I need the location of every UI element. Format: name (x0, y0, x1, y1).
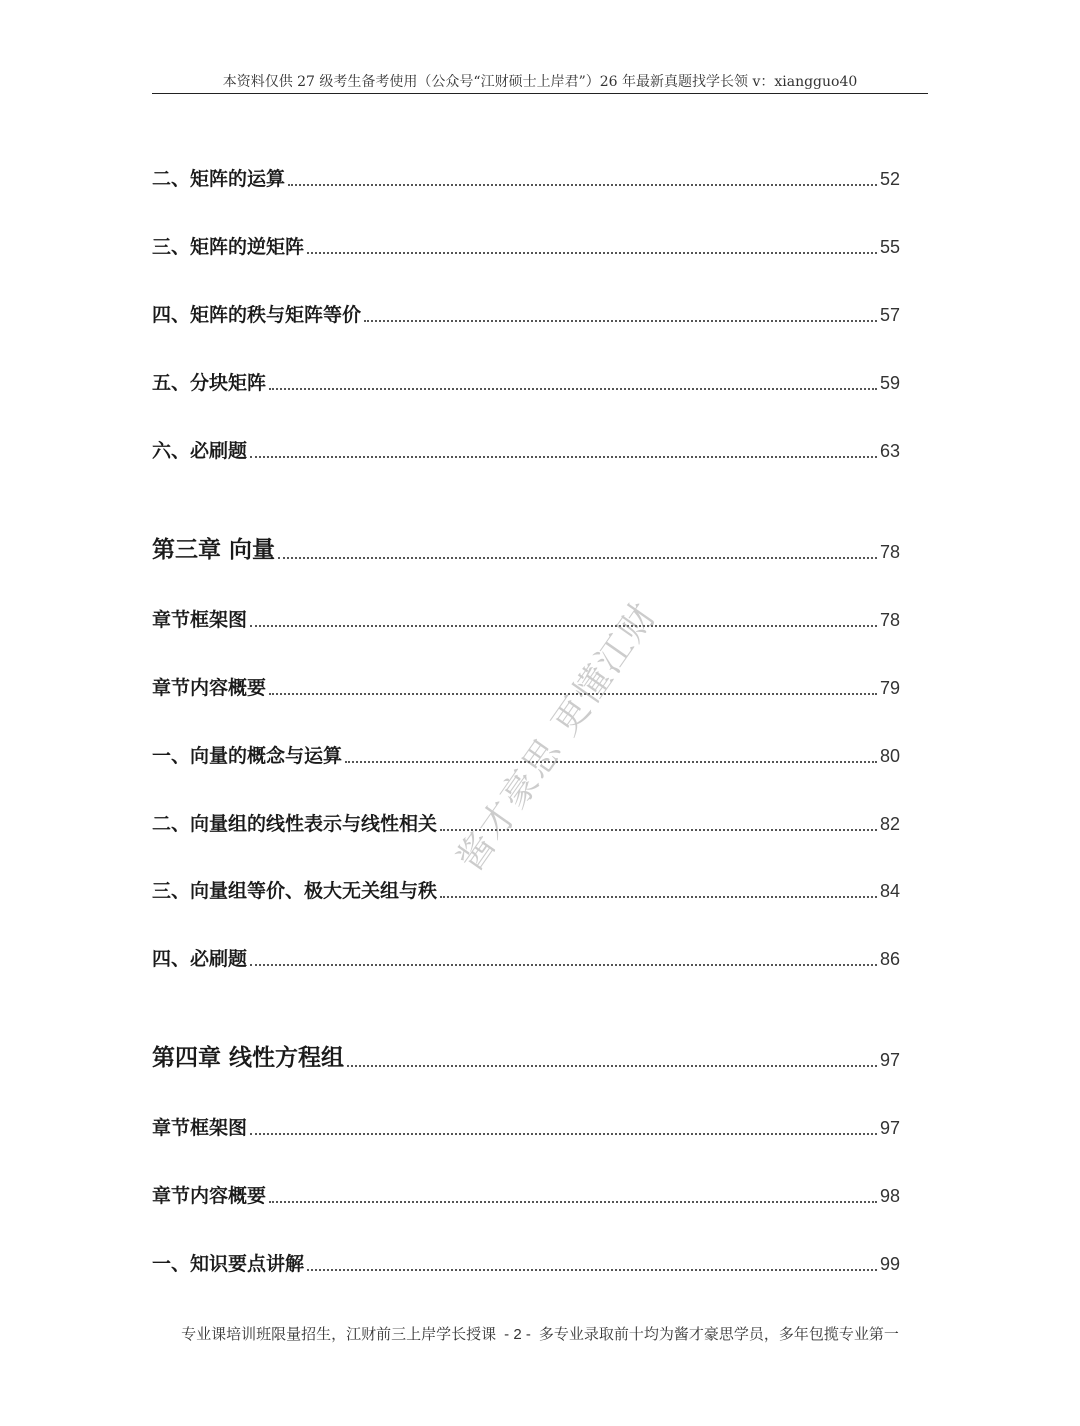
toc-entry[interactable] (152, 807, 900, 837)
toc-leader-dots (347, 1065, 877, 1067)
toc-leader-dots (250, 625, 877, 627)
toc-entry-page: 98 (879, 1186, 900, 1206)
toc-entry-page: 80 (879, 746, 900, 766)
toc-leader-dots (269, 1201, 877, 1203)
toc-chapter-entry[interactable] (152, 1043, 900, 1073)
toc-entry-page: 97 (879, 1050, 900, 1070)
toc-entry[interactable] (152, 1111, 900, 1141)
toc-entry[interactable] (152, 671, 900, 701)
toc-leader-dots (364, 320, 877, 322)
toc-leader-dots (440, 829, 877, 831)
toc-entry-page: 63 (879, 441, 900, 461)
toc-entry-title: 一、知识要点讲解 (152, 1253, 305, 1275)
toc-leader-dots (307, 252, 877, 254)
toc-entry-title: 二、矩阵的运算 (152, 168, 286, 190)
footer-left-text: 专业课培训班限量招生，江财前三上岸学长授课 (181, 1325, 497, 1343)
header-rule (152, 93, 928, 94)
toc-entry-title: 章节框架图 (152, 1117, 248, 1139)
toc-entry[interactable] (152, 874, 900, 904)
toc-leader-dots (269, 693, 877, 695)
toc-leader-dots (278, 557, 877, 559)
toc-entry[interactable] (152, 230, 900, 260)
toc-entry[interactable] (152, 603, 900, 633)
toc-entry-page: 99 (879, 1254, 900, 1274)
page-footer (152, 1322, 928, 1346)
toc-entry-title: 章节内容概要 (152, 677, 267, 699)
toc-chapter-title: 第四章 线性方程组 (152, 1045, 345, 1071)
toc-entry-page: 84 (879, 881, 900, 901)
toc-entry[interactable] (152, 1179, 900, 1209)
toc-entry-title: 四、矩阵的秩与矩阵等价 (152, 304, 362, 326)
toc-entry-page: 86 (879, 949, 900, 969)
toc-entry[interactable] (152, 298, 900, 328)
footer-page-number: - 2 - (504, 1326, 531, 1343)
toc-entry-title: 一、向量的概念与运算 (152, 745, 343, 767)
toc-entry[interactable] (152, 366, 900, 396)
toc-leader-dots (288, 184, 877, 186)
toc-leader-dots (440, 896, 877, 898)
toc-entry-title: 二、向量组的线性表示与线性相关 (152, 813, 438, 835)
toc-leader-dots (250, 964, 877, 966)
toc-entry[interactable] (152, 739, 900, 769)
toc-entry-title: 三、矩阵的逆矩阵 (152, 236, 305, 258)
toc-entry-page: 57 (879, 305, 900, 325)
toc-entry-page: 97 (879, 1118, 900, 1138)
toc-chapter-entry[interactable] (152, 535, 900, 565)
toc-entry-page: 78 (879, 610, 900, 630)
watermark: 酱才豪思 更懂江财 (449, 594, 666, 879)
toc-entry-page: 52 (879, 169, 900, 189)
toc-leader-dots (307, 1269, 877, 1271)
toc-entry-title: 六、必刷题 (152, 440, 248, 462)
toc-leader-dots (269, 388, 877, 390)
toc-entry[interactable] (152, 162, 900, 192)
toc-leader-dots (250, 1133, 877, 1135)
footer-right-text: 多专业录取前十均为酱才豪思学员，多年包揽专业第一 (538, 1325, 899, 1343)
toc-entry-page: 55 (879, 237, 900, 257)
toc-entry-title: 五、分块矩阵 (152, 372, 267, 394)
page-header: 本资料仅供 27 级考生备考使用（公众号“江财硕士上岸君”）26 年最新真题找学长领 v：xiangguo40 (222, 74, 858, 90)
toc-entry-page: 79 (879, 678, 900, 698)
toc-entry[interactable] (152, 1247, 900, 1277)
toc-entry-title: 四、必刷题 (152, 948, 248, 970)
toc-entry-title: 章节框架图 (152, 609, 248, 631)
toc-entry-title: 三、向量组等价、极大无关组与秩 (152, 880, 438, 902)
toc-entry-page: 78 (879, 542, 900, 562)
toc-chapter-title: 第三章 向量 (152, 537, 276, 563)
toc-entry-title: 章节内容概要 (152, 1185, 267, 1207)
toc-entry-page: 59 (879, 373, 900, 393)
toc-leader-dots (250, 456, 877, 458)
toc-leader-dots (345, 761, 877, 763)
toc-entry[interactable] (152, 434, 900, 464)
toc-entry-page: 82 (879, 814, 900, 834)
toc-entry[interactable] (152, 942, 900, 972)
